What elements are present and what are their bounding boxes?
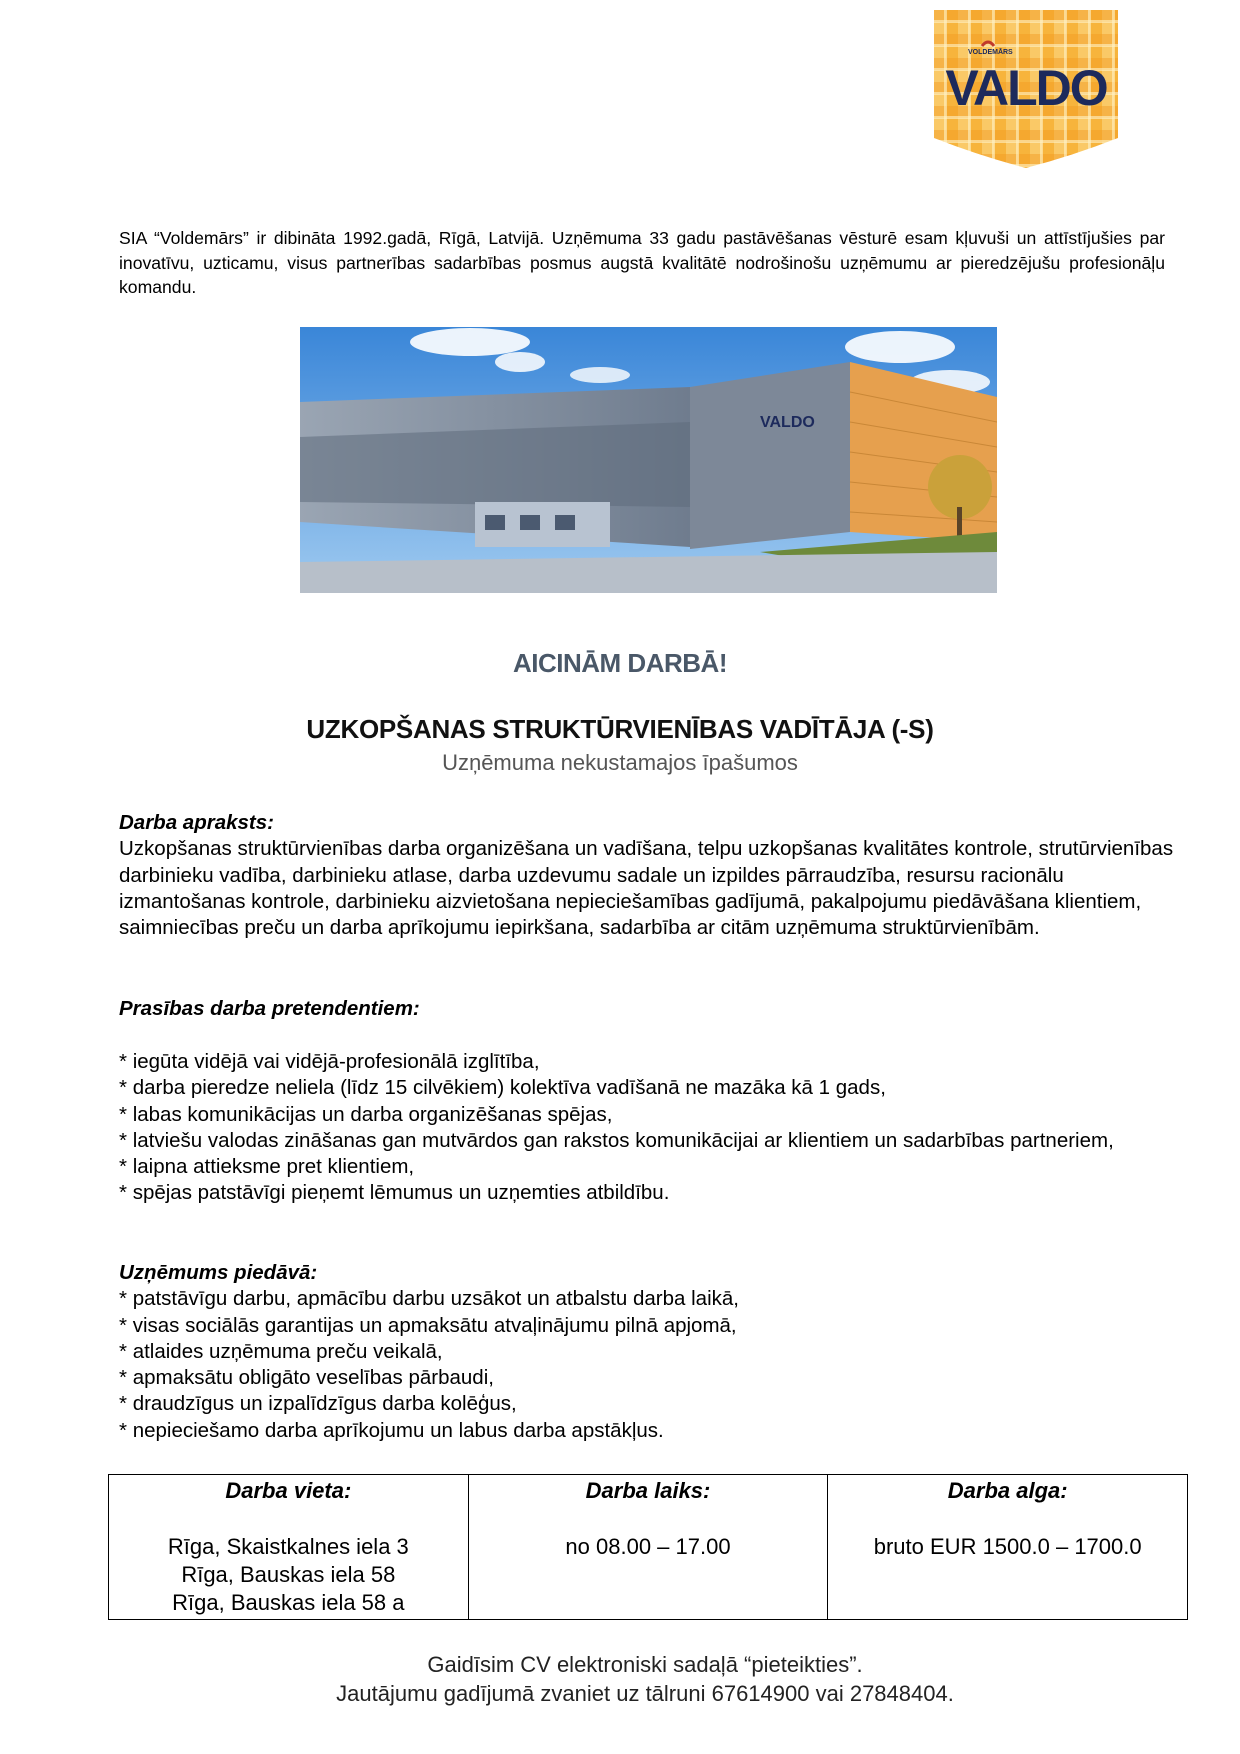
job-description-section — [119, 810, 1175, 941]
list-item: * iegūta vidējā vai vidējā-profesionālā izglītība, — [119, 1049, 1175, 1075]
job-subtitle: Uzņēmuma nekustamajos īpašumos — [442, 750, 798, 775]
job-description-heading: Darba apraksts: — [119, 811, 274, 834]
salary-value: bruto EUR 1500.0 – 1700.0 — [873, 1534, 1142, 1559]
company-building-photo — [300, 327, 997, 593]
requirements-heading: Prasības darba pretendentiem: — [119, 997, 420, 1020]
salary-heading: Darba alga: — [947, 1478, 1068, 1503]
list-item: * apmaksātu obligāto veselības pārbaudi, — [119, 1365, 1175, 1391]
valdo-logo — [934, 10, 1118, 168]
list-item: * labas komunikācijas un darba organizēšanas spējas, — [119, 1102, 1175, 1128]
list-item: * visas sociālās garantijas un apmaksātu atvaļinājumu pilnā apjomā, — [119, 1313, 1175, 1339]
job-title: UZKOPŠANAS STRUKTŪRVIENĪBAS VADĪTĀJA (-S) — [306, 714, 934, 744]
hours-heading: Darba laiks: — [585, 1478, 711, 1503]
logo-brand-text: VALDO — [945, 60, 1107, 116]
list-item: * atlaides uzņēmuma preču veikalā, — [119, 1339, 1175, 1365]
list-item: * nepieciešamo darba aprīkojumu un labus darba apstākļus. — [119, 1418, 1175, 1444]
offers-heading: Uzņēmums piedāvā: — [119, 1261, 318, 1284]
offers-section — [119, 1260, 1175, 1444]
list-item: * patstāvīgu darbu, apmācību darbu uzsākot un atbalstu darba laikā, — [119, 1286, 1175, 1312]
hours-value: no 08.00 – 17.00 — [565, 1534, 731, 1559]
intro-paragraph: SIA “Voldemārs” ir dibināta 1992.gadā, Rīgā, Latvijā. Uzņēmuma 33 gadu pastāvēšanas vēsturē esam kļuvuši un attīstījušies par inovatīvu, uzticamu, visus partnerības sadarbības posmus augstā kvalitātē nodrošinošu uzņēmumu ar pieredzējušu profesionāļu komandu. — [119, 228, 1165, 297]
requirements-section — [119, 1049, 1175, 1207]
job-description-body: Uzkopšanas struktūrvienības darba organizēšana un vadīšana, telpu uzkopšanas kvalitātes kontrole, strutūrvienības darbinieku vadība, darbinieku atlase, darba uzdevumu sadale un izpildes pārraudzība, resursu racionālu izmantošanas kontrole, darbinieku aizvietošana nepieciešamības gadījumā, pakalpojumu piedāvāšana klientiem, saimniecības preču un darba aprīkojumu iepirkšana, sadarbība ar citām uzņēmuma struktūrvienībām. — [119, 837, 1174, 940]
list-item: * laipna attieksme pret klientiem, — [119, 1154, 1175, 1180]
location-line: Rīga, Skaistkalnes iela 3 — [167, 1534, 409, 1559]
job-info-table — [108, 1474, 1188, 1620]
call-to-work-heading: AICINĀM DARBĀ! — [513, 648, 727, 678]
footer-cv-line: Gaidīsim CV elektroniski sadaļā “pieteikties”. — [427, 1652, 863, 1677]
location-heading: Darba vieta: — [225, 1478, 352, 1503]
location-line: Rīga, Bauskas iela 58 a — [172, 1590, 405, 1615]
location-line: Rīga, Bauskas iela 58 — [181, 1562, 396, 1587]
list-item: * darba pieredze neliela (līdz 15 cilvēkiem) kolektīva vadīšanā ne mazāka kā 1 gads, — [119, 1075, 1175, 1101]
salary-cell — [827, 1475, 1187, 1619]
logo-small-text: VOLDEMĀRS — [968, 49, 1013, 56]
building-sign: VALDO — [760, 414, 815, 431]
list-item: * latviešu valodas zināšanas gan mutvārdos gan rakstos komunikācijai ar klientiem un sadarbības partneriem, — [119, 1128, 1175, 1154]
hours-cell — [468, 1475, 828, 1619]
footer-phone-line: Jautājumu gadījumā zvaniet uz tālruni 67614900 vai 27848404. — [336, 1681, 954, 1706]
list-item: * draudzīgus un izpalīdzīgus darba kolēģus, — [119, 1391, 1175, 1417]
list-item: * spējas patstāvīgi pieņemt lēmumus un uzņemties atbildību. — [119, 1180, 1175, 1206]
footer-contact — [0, 1650, 1240, 1708]
location-cell — [109, 1475, 468, 1619]
